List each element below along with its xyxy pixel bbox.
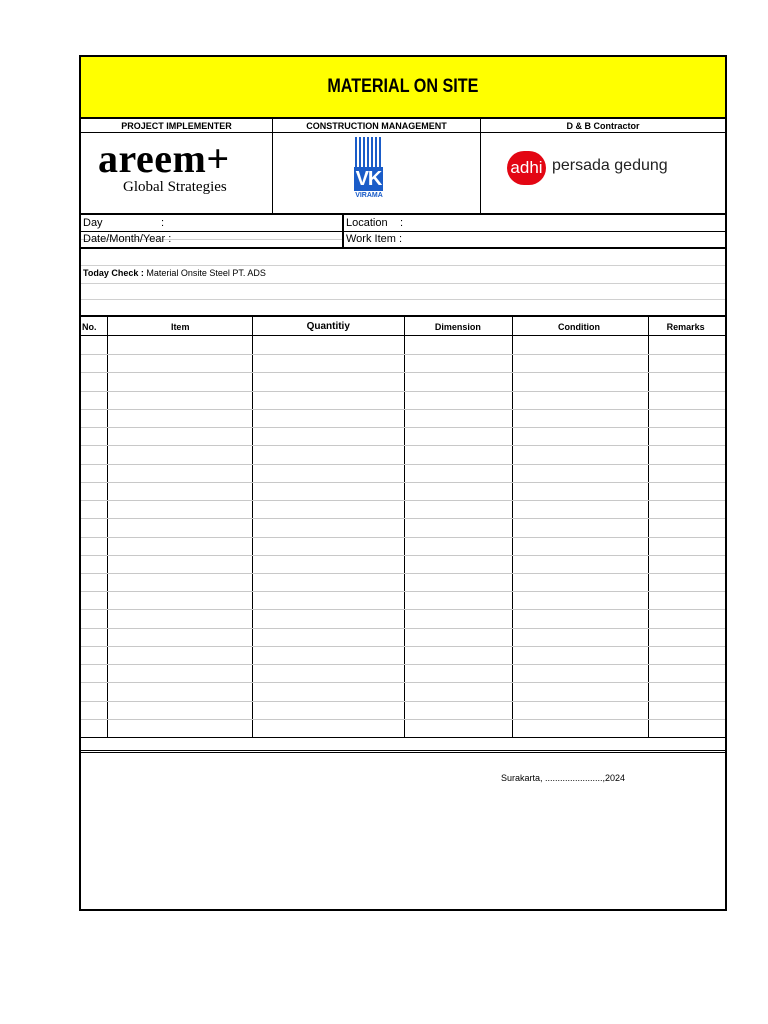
signoff-place-date: Surakarta, .......................,2024: [501, 773, 626, 783]
table-row[interactable]: [81, 609, 725, 610]
table-row[interactable]: [81, 500, 725, 501]
table-row[interactable]: [81, 518, 725, 519]
table-header: [81, 317, 725, 336]
col-item: Item: [170, 321, 190, 332]
location-colon: :: [400, 217, 404, 229]
day-colon: :: [161, 217, 165, 229]
col-dimension: Dimension: [434, 321, 481, 332]
table-row[interactable]: [81, 628, 725, 629]
table-row[interactable]: [81, 664, 725, 665]
table-row[interactable]: [81, 372, 725, 373]
table-row[interactable]: [81, 701, 725, 702]
title-band: [81, 57, 725, 119]
table-row[interactable]: [81, 445, 725, 446]
table-row[interactable]: [81, 646, 725, 647]
virama-stripes-icon: [355, 137, 382, 167]
table-row[interactable]: [81, 719, 725, 720]
location-label: Location: [346, 217, 388, 229]
table-row[interactable]: [81, 555, 725, 556]
col-quantity: Quantitiy: [306, 321, 350, 332]
today-check-value: Material Onsite Steel PT. ADS: [146, 268, 266, 278]
col-no: No.: [82, 321, 97, 332]
virama-logo: [273, 133, 481, 213]
construction-management-label: CONSTRUCTION MANAGEMENT: [273, 119, 481, 132]
table-row[interactable]: [81, 682, 725, 683]
contractor-label: D & B Contractor: [566, 120, 640, 131]
date-field[interactable]: [83, 231, 323, 247]
today-check-label: Today Check :: [83, 268, 144, 278]
table-row[interactable]: [81, 573, 725, 574]
info-block: [81, 215, 725, 249]
day-field[interactable]: [83, 215, 323, 231]
party-header-row: [81, 119, 725, 133]
work-item-label: Work Item :: [346, 233, 403, 245]
location-field[interactable]: [346, 215, 706, 231]
areem-logo-name: areem+: [98, 136, 230, 181]
adhi-logo: [481, 133, 725, 213]
form-title: MATERIAL ON SITE: [327, 76, 479, 97]
col-condition: Condition: [557, 321, 600, 332]
today-check-block: [81, 249, 725, 317]
areem-logo: [81, 133, 273, 213]
table-row[interactable]: [81, 537, 725, 538]
adhi-mark: adhi: [507, 151, 546, 185]
material-on-site-form: [79, 55, 727, 911]
table-row[interactable]: [81, 391, 725, 392]
adhi-name: persada gedung: [552, 157, 668, 174]
table-row[interactable]: [81, 354, 725, 355]
col-remarks: Remarks: [666, 321, 705, 332]
logo-row: [81, 133, 725, 215]
table-footer-row: [81, 737, 725, 753]
table-row[interactable]: [81, 482, 725, 483]
table-row[interactable]: [81, 464, 725, 465]
table-row[interactable]: [81, 409, 725, 410]
date-label: Date/Month/Year :: [83, 233, 172, 245]
work-item-field[interactable]: [346, 231, 706, 247]
material-table: [81, 317, 725, 737]
table-row[interactable]: [81, 427, 725, 428]
areem-logo-tagline: Global Strategies: [123, 179, 227, 195]
virama-name: VIRAMA: [355, 192, 383, 199]
virama-mark: VK: [355, 167, 382, 190]
project-implementer-label: PROJECT IMPLEMENTER: [81, 119, 273, 132]
table-row[interactable]: [81, 591, 725, 592]
day-label: Day: [83, 217, 103, 229]
today-check[interactable]: [83, 268, 266, 278]
